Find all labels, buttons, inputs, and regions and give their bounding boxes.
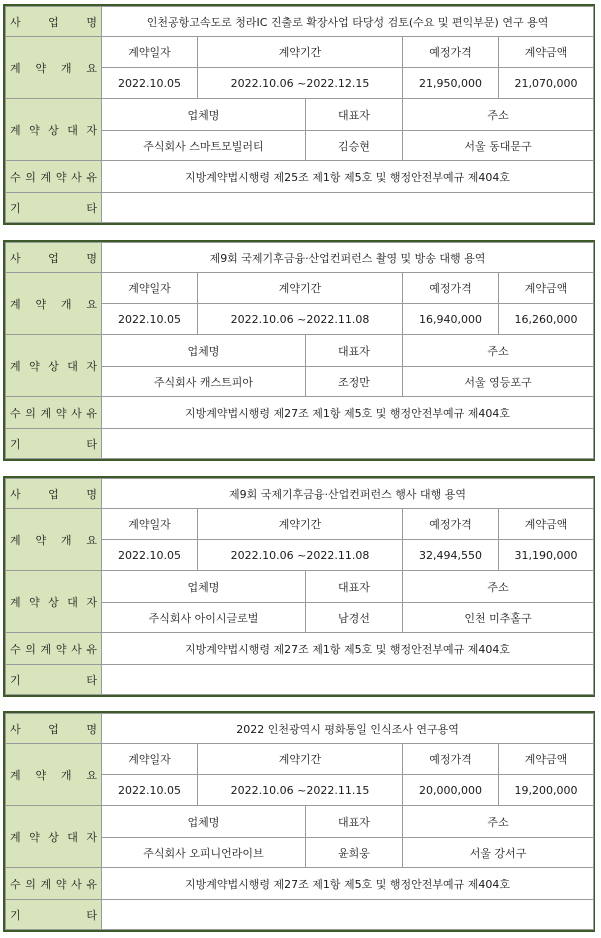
company-address: 서울 동대문구 (403, 131, 594, 161)
contract-block (3, 240, 595, 461)
contract-date: 2022.10.05 (102, 304, 198, 335)
representative-name: 남경선 (306, 603, 403, 633)
contract-table (5, 478, 594, 695)
estimated-price: 21,950,000 (403, 68, 499, 99)
header-company: 업체명 (102, 99, 306, 131)
label-contract-overview: 계 약 개 요 (6, 744, 102, 806)
header-estimated-price: 예정가격 (403, 744, 499, 775)
reason-text: 지방계약법시행령 제27조 제1항 제5호 및 행정안전부예규 제404호 (102, 397, 594, 429)
company-name: 주식회사 캐스트피아 (102, 367, 306, 397)
label-other: 기 타 (6, 429, 102, 459)
header-representative: 대표자 (306, 806, 403, 838)
contract-period: 2022.10.06 ~2022.11.08 (198, 540, 403, 571)
contract-date: 2022.10.05 (102, 775, 198, 806)
header-estimated-price: 예정가격 (403, 37, 499, 68)
contract-date: 2022.10.05 (102, 68, 198, 99)
contract-amount: 19,200,000 (499, 775, 594, 806)
project-title: 제9회 국제기후금융·산업컨퍼런스 행사 대행 용역 (102, 479, 594, 509)
estimated-price: 16,940,000 (403, 304, 499, 335)
other-text (102, 900, 594, 930)
header-contract-date: 계약일자 (102, 273, 198, 304)
header-address: 주소 (403, 571, 594, 603)
label-reason: 수 의 계 약 사 유 (6, 161, 102, 193)
label-contract-overview: 계 약 개 요 (6, 273, 102, 335)
header-address: 주소 (403, 99, 594, 131)
label-contract-overview: 계 약 개 요 (6, 509, 102, 571)
header-contract-amount: 계약금액 (499, 509, 594, 540)
header-representative: 대표자 (306, 99, 403, 131)
contract-table (5, 6, 594, 223)
representative-name: 김승현 (306, 131, 403, 161)
header-representative: 대표자 (306, 571, 403, 603)
label-project-name: 사 업 명 (6, 714, 102, 744)
header-contract-period: 계약기간 (198, 273, 403, 304)
label-reason: 수 의 계 약 사 유 (6, 633, 102, 665)
contract-block (3, 4, 595, 225)
contract-period: 2022.10.06 ~2022.12.15 (198, 68, 403, 99)
label-counterparty: 계 약 상 대 자 (6, 571, 102, 633)
contract-period: 2022.10.06 ~2022.11.08 (198, 304, 403, 335)
header-contract-period: 계약기간 (198, 37, 403, 68)
other-text (102, 665, 594, 695)
reason-text: 지방계약법시행령 제27조 제1항 제5호 및 행정안전부예규 제404호 (102, 633, 594, 665)
other-text (102, 193, 594, 223)
header-contract-date: 계약일자 (102, 37, 198, 68)
header-company: 업체명 (102, 335, 306, 367)
label-other: 기 타 (6, 665, 102, 695)
reason-text: 지방계약법시행령 제27조 제1항 제5호 및 행정안전부예규 제404호 (102, 868, 594, 900)
label-contract-overview: 계 약 개 요 (6, 37, 102, 99)
header-contract-period: 계약기간 (198, 744, 403, 775)
contract-block (3, 476, 595, 697)
label-project-name: 사 업 명 (6, 243, 102, 273)
header-estimated-price: 예정가격 (403, 509, 499, 540)
contract-table (5, 242, 594, 459)
contract-date: 2022.10.05 (102, 540, 198, 571)
header-contract-amount: 계약금액 (499, 744, 594, 775)
estimated-price: 20,000,000 (403, 775, 499, 806)
label-project-name: 사 업 명 (6, 479, 102, 509)
label-reason: 수 의 계 약 사 유 (6, 397, 102, 429)
header-contract-amount: 계약금액 (499, 273, 594, 304)
company-address: 서울 영등포구 (403, 367, 594, 397)
project-title: 2022 인천광역시 평화통일 인식조사 연구용역 (102, 714, 594, 744)
company-address: 인천 미추홀구 (403, 603, 594, 633)
header-address: 주소 (403, 806, 594, 838)
header-contract-period: 계약기간 (198, 509, 403, 540)
contract-table (5, 713, 594, 930)
contract-block (3, 711, 595, 932)
company-name: 주식회사 아이시글로벌 (102, 603, 306, 633)
contract-period: 2022.10.06 ~2022.11.15 (198, 775, 403, 806)
company-address: 서울 강서구 (403, 838, 594, 868)
label-project-name: 사 업 명 (6, 7, 102, 37)
header-company: 업체명 (102, 806, 306, 838)
representative-name: 윤희웅 (306, 838, 403, 868)
contract-amount: 21,070,000 (499, 68, 594, 99)
label-reason: 수 의 계 약 사 유 (6, 868, 102, 900)
label-counterparty: 계 약 상 대 자 (6, 806, 102, 868)
project-title: 제9회 국제기후금융·산업컨퍼런스 촬영 및 방송 대행 용역 (102, 243, 594, 273)
label-other: 기 타 (6, 193, 102, 223)
header-contract-date: 계약일자 (102, 744, 198, 775)
header-estimated-price: 예정가격 (403, 273, 499, 304)
representative-name: 조정만 (306, 367, 403, 397)
other-text (102, 429, 594, 459)
project-title: 인천공항고속도로 청라IC 진출로 확장사업 타당성 검토(수요 및 편익부문) 연구 용역 (102, 7, 594, 37)
label-other: 기 타 (6, 900, 102, 930)
contract-amount: 31,190,000 (499, 540, 594, 571)
reason-text: 지방계약법시행령 제25조 제1항 제5호 및 행정안전부예규 제404호 (102, 161, 594, 193)
company-name: 주식회사 오피니언라이브 (102, 838, 306, 868)
header-company: 업체명 (102, 571, 306, 603)
header-contract-amount: 계약금액 (499, 37, 594, 68)
label-counterparty: 계 약 상 대 자 (6, 99, 102, 161)
header-representative: 대표자 (306, 335, 403, 367)
header-address: 주소 (403, 335, 594, 367)
contract-amount: 16,260,000 (499, 304, 594, 335)
label-counterparty: 계 약 상 대 자 (6, 335, 102, 397)
company-name: 주식회사 스마트모빌러티 (102, 131, 306, 161)
estimated-price: 32,494,550 (403, 540, 499, 571)
header-contract-date: 계약일자 (102, 509, 198, 540)
